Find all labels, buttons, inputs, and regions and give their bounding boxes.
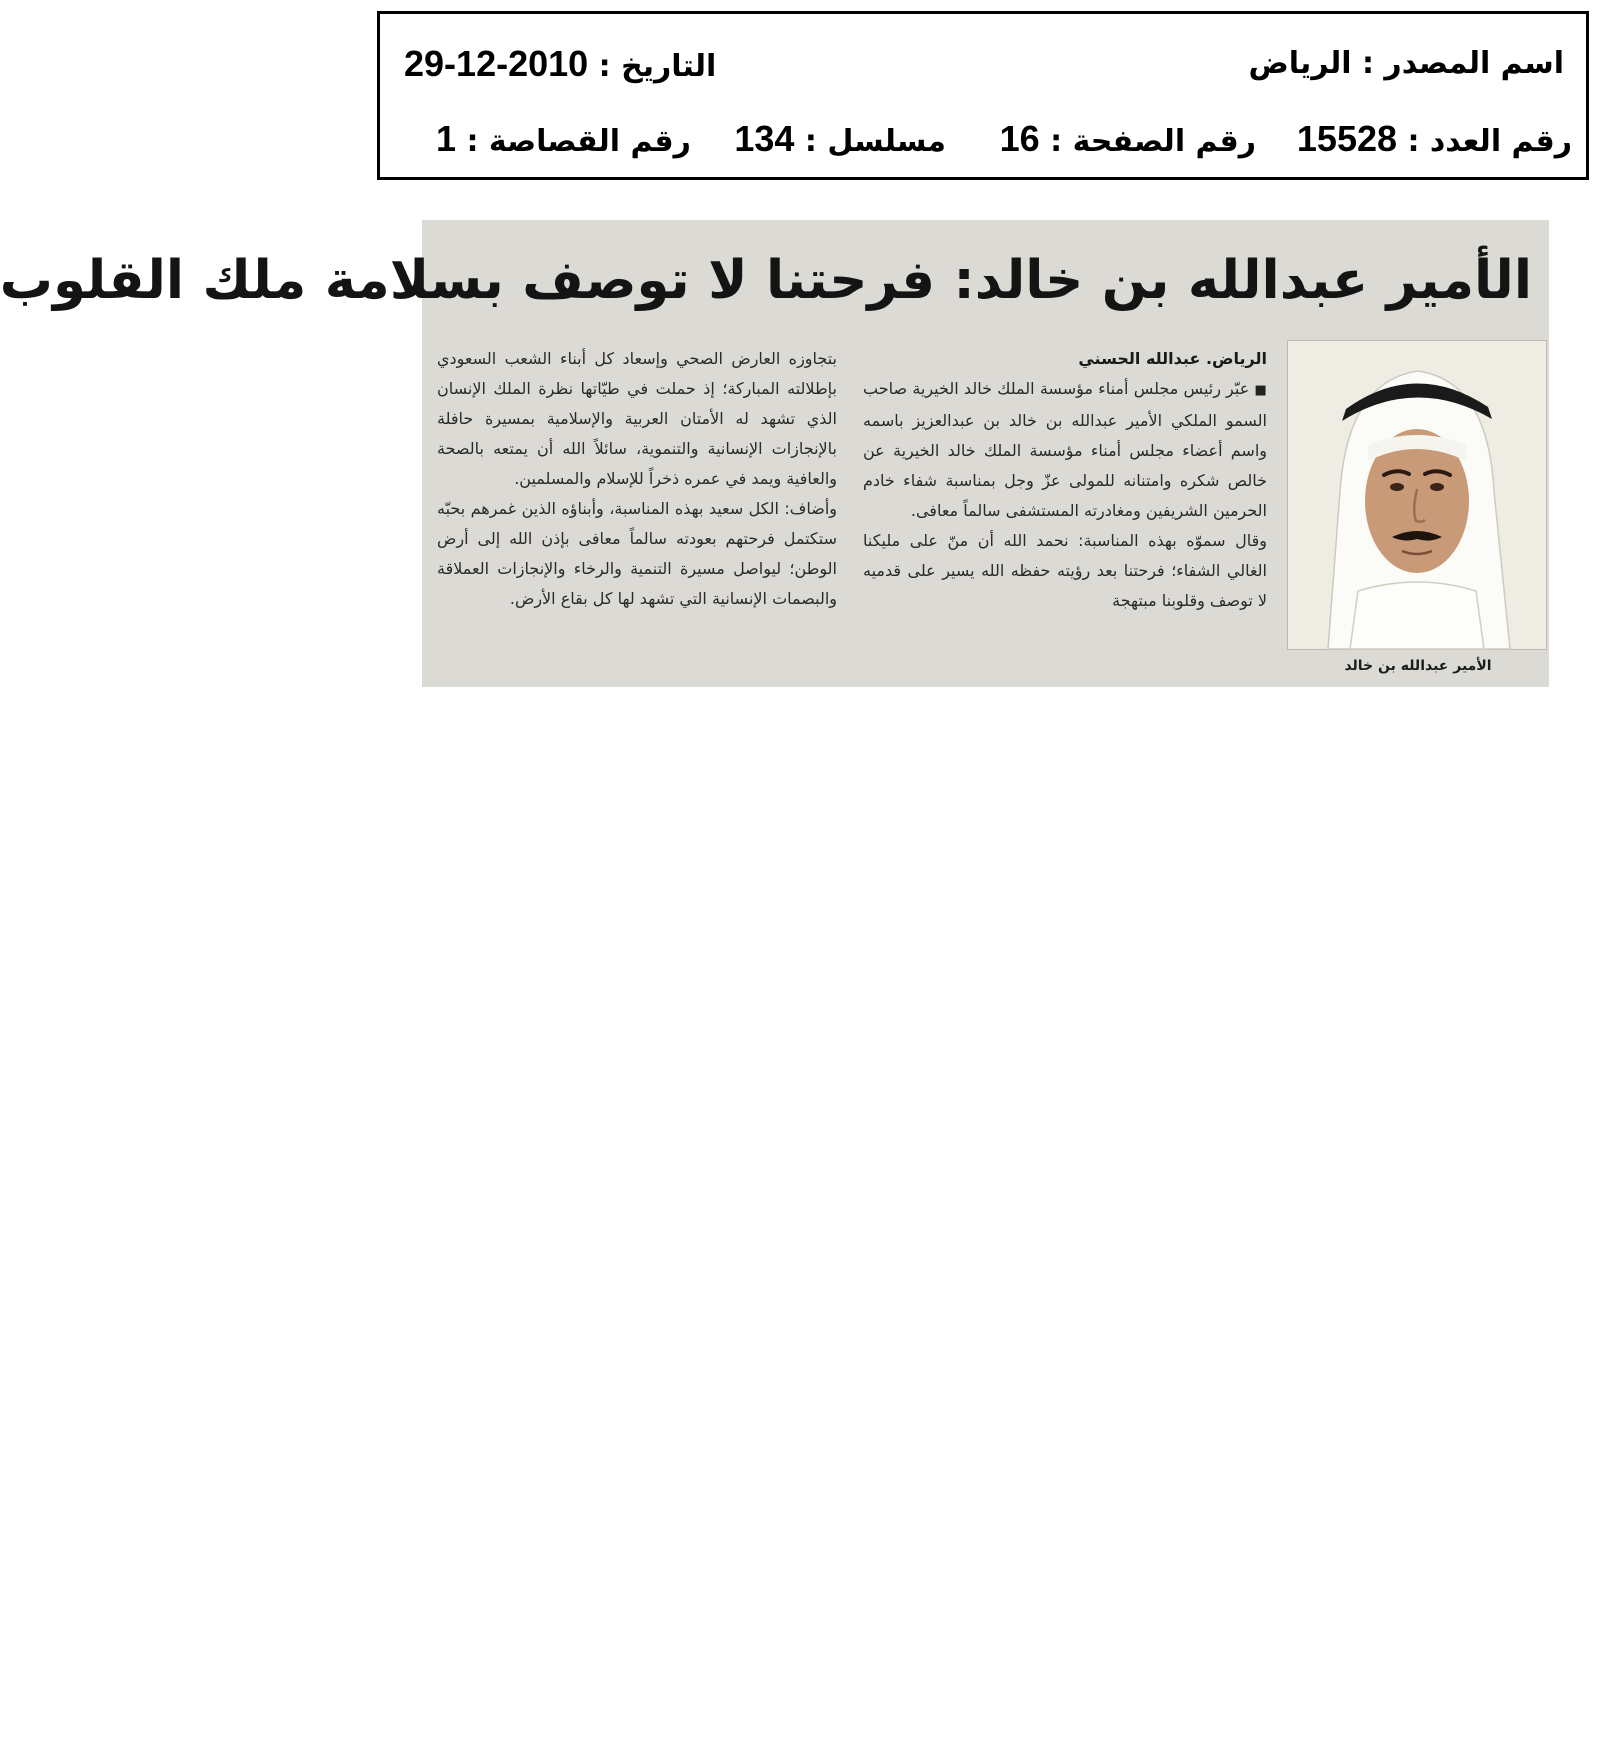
clip-value: 1: [436, 118, 457, 159]
date-label: التاريخ :: [588, 49, 717, 84]
date-value: 2010-12-29: [404, 43, 589, 84]
article-paragraph: وأضاف: الكل سعيد بهذه المناسبة، وأبناؤه الذين غمرهم بحبّه ستكتمل فرحتهم بعودته سالماً معافى بإذن الله إلى أرض الوطن؛ ليواصل مسيرة التنمية والرخاء والإنجازات العملاقة والبصمات الإنسانية التي تشهد لها كل بقاع الأرض.: [437, 499, 837, 608]
clipping-info-box: [377, 11, 1589, 180]
page-field: [1000, 119, 1256, 162]
issue-label: رقم العدد :: [1397, 124, 1572, 159]
article-byline: الرياض. عبدالله الحسني: [1078, 349, 1267, 368]
photo-caption: الأمير عبدالله بن خالد: [1344, 658, 1492, 674]
serial-field: [734, 119, 946, 162]
source-label: اسم المصدر : الرياض: [1248, 46, 1564, 81]
portrait-illustration: [1288, 341, 1546, 649]
source-field: [1248, 44, 1564, 84]
article-headline: الأمير عبدالله بن خالد: فرحتنا لا توصف بسلامة ملك القلوب: [0, 250, 1532, 311]
clip-label: رقم القصاصة :: [456, 124, 691, 159]
article-column-2: [437, 344, 837, 614]
newspaper-clipping: [0, 220, 1549, 687]
issue-value: 15528: [1296, 118, 1398, 159]
bullet-icon: ■: [1254, 383, 1267, 398]
page-label: رقم الصفحة :: [1039, 124, 1256, 159]
article-column-1: [863, 344, 1267, 616]
article-paragraph: بتجاوزه العارض الصحي وإسعاد كل أبناء الشعب السعودي بإطلالته المباركة؛ إذ حملت في طيّاتها نظرة الملك الإنسان الذي تشهد له الأمتان العربية والإسلامية بمسيرة حافلة بالإنجازات الإنسانية والتنموية، سائلاً الله أن يمتعه بالصحة والعافية ويمد في عمره ذخراً للإسلام والمسلمين.: [437, 349, 837, 488]
serial-value: 134: [734, 118, 795, 159]
page-value: 16: [999, 118, 1040, 159]
date-field: [404, 44, 716, 87]
issue-field: [1297, 119, 1572, 162]
portrait-photo: [1287, 340, 1547, 650]
article-paragraph: وقال سموّه بهذه المناسبة: نحمد الله أن منّ على مليكنا الغالي الشفاء؛ فرحتنا بعد رؤيته حفظه الله يسير على قدميه لا توصف وقلوبنا مبتهجة: [863, 531, 1267, 610]
clip-field: [436, 119, 691, 162]
article-paragraph: ■ عبّر رئيس مجلس أمناء مؤسسة الملك خالد الخيرية صاحب السمو الملكي الأمير عبدالله بن خالد بن عبدالعزيز باسمه واسم أعضاء مجلس أمناء مؤسسة الملك خالد الخيرية عن خالص شكره وامتنانه للمولى عزّ وجل بمناسبة شفاء خادم الحرمين الشريفين ومغادرته المستشفى سالماً معافى.: [863, 379, 1267, 520]
serial-label: مسلسل :: [794, 124, 946, 159]
